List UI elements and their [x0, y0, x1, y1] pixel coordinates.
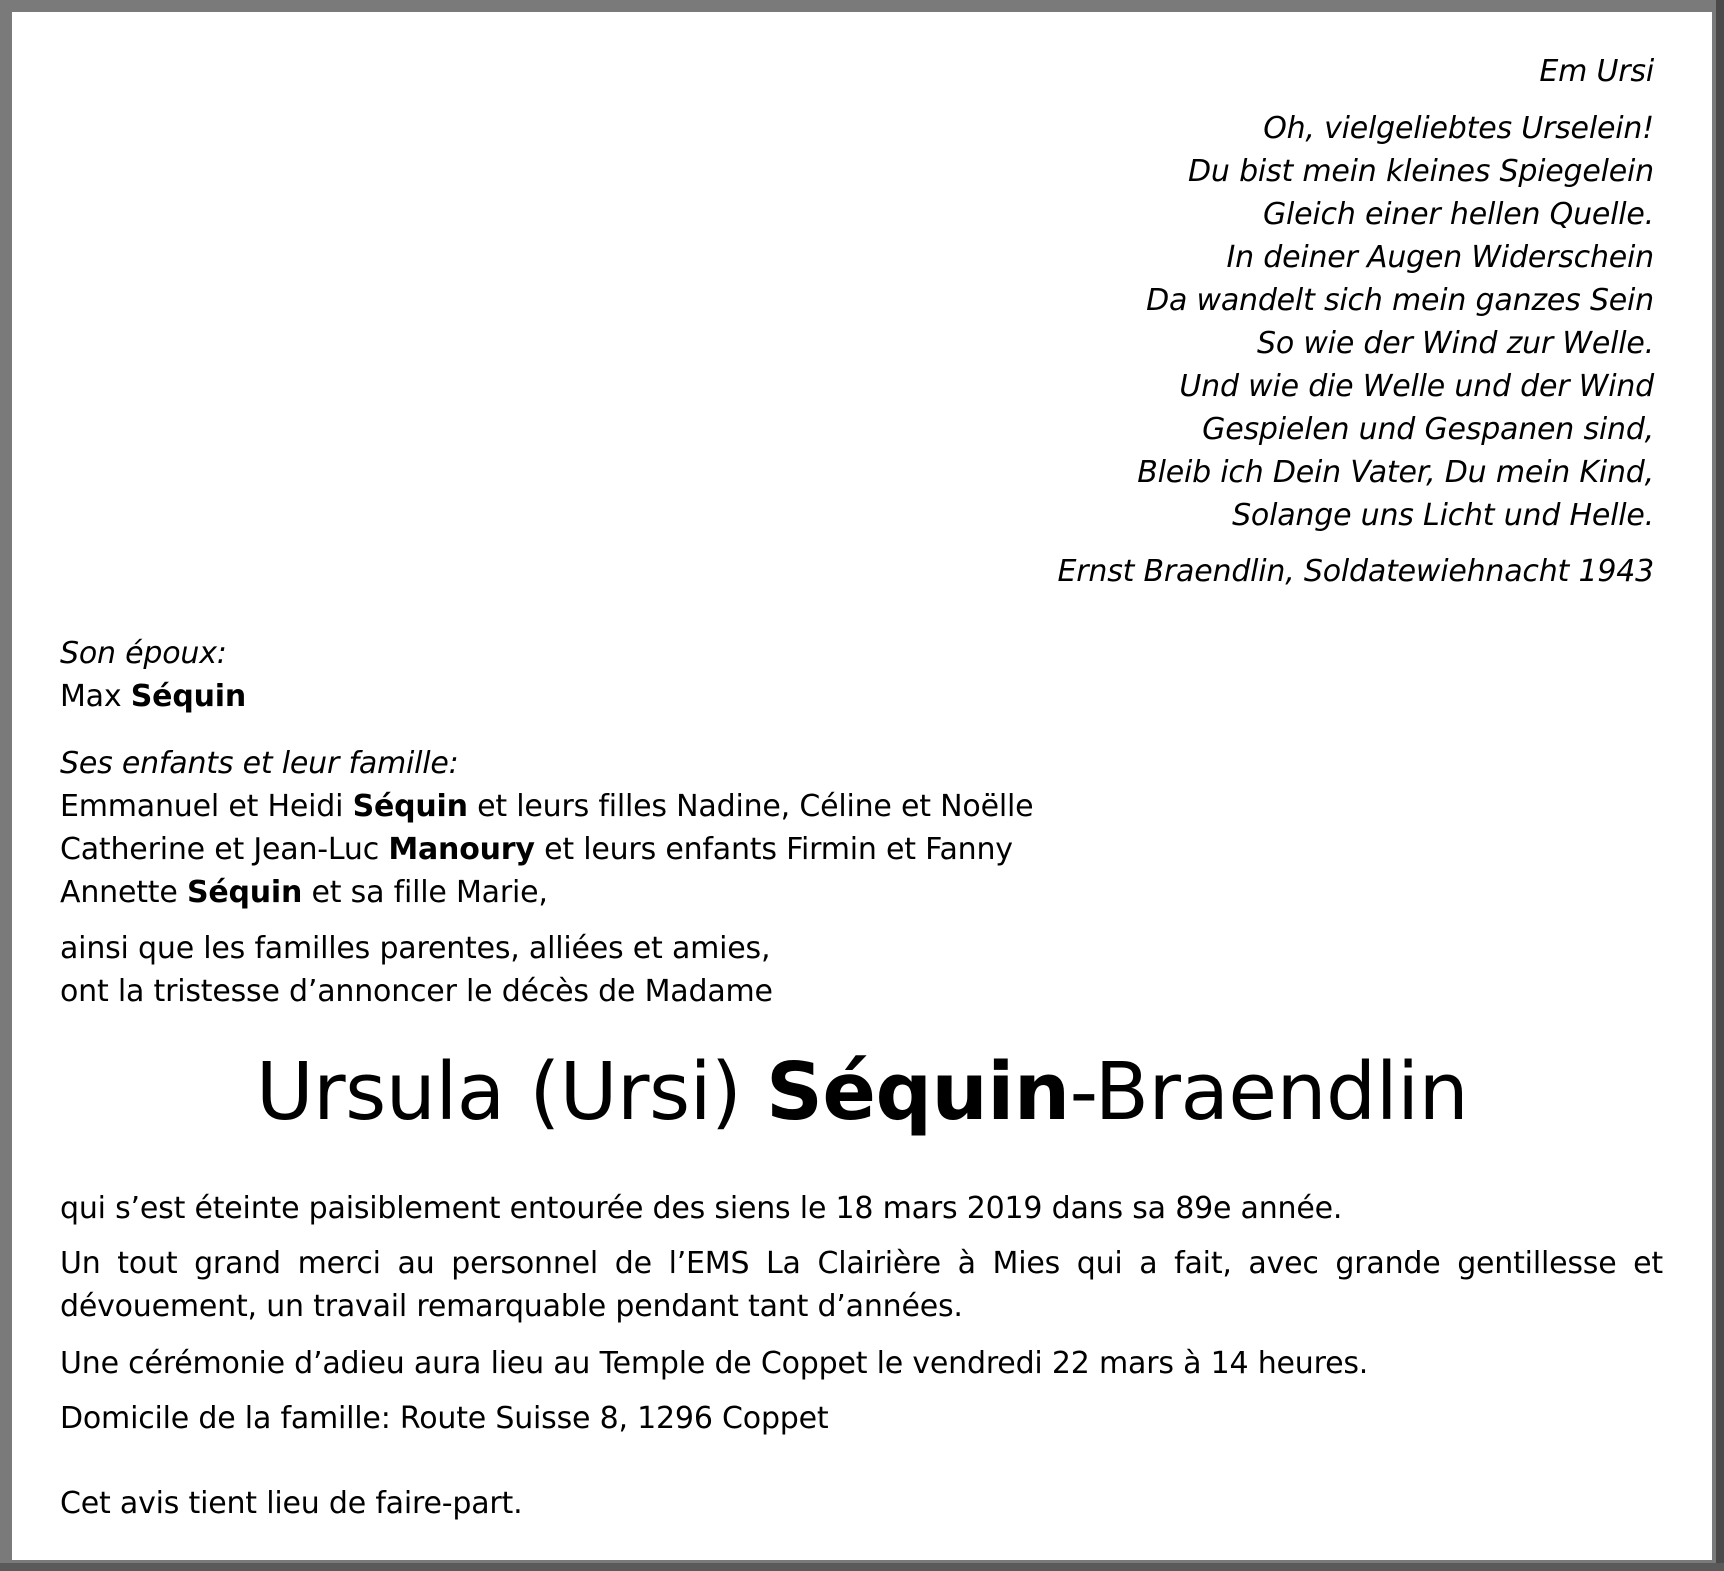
- spouse-name: [60, 675, 246, 718]
- deceased-first-name: Ursula (Ursi): [255, 1046, 766, 1138]
- children-section: [60, 742, 1033, 914]
- child-family-line: [60, 828, 1033, 871]
- poem-title: Em Ursi: [1539, 54, 1654, 89]
- child-names: Annette: [60, 875, 187, 910]
- obituary-page: [12, 12, 1712, 1560]
- ceremony-text: Une cérémonie d’adieu aura lieu au Temple de Coppet le vendredi 22 mars à 14 heures.: [60, 1346, 1369, 1381]
- poem-line: Und wie die Welle und der Wind: [1179, 369, 1654, 404]
- poem-line: Gleich einer hellen Quelle.: [1262, 197, 1654, 232]
- deceased-maiden-name: -Braendlin: [1069, 1046, 1469, 1138]
- child-family-line: [60, 785, 1033, 828]
- families-section: [60, 927, 773, 1013]
- child-surname: Manoury: [388, 832, 535, 867]
- frame-border-bottom: [0, 1563, 1724, 1571]
- poem-author: Ernst Braendlin, Soldatewiehnacht 1943: [1057, 554, 1654, 589]
- poem-line: Solange uns Licht und Helle.: [1232, 498, 1654, 533]
- child-surname: Séquin: [186, 875, 303, 910]
- children-label: Ses enfants et leur famille:: [60, 746, 459, 781]
- poem-line: Oh, vielgeliebtes Urselein!: [1263, 111, 1654, 146]
- poem-line: Da wandelt sich mein ganzes Sein: [1146, 283, 1654, 318]
- announcement-line: ont la tristesse d’annoncer le décès de Madame: [60, 974, 773, 1009]
- poem-block: [1058, 50, 1654, 593]
- poem-line: In deiner Augen Widerschein: [1226, 240, 1654, 275]
- child-descendants: et sa fille Marie,: [302, 875, 548, 910]
- child-family-line: [60, 871, 1033, 914]
- child-descendants: et leurs filles Nadine, Céline et Noëlle: [467, 789, 1034, 824]
- spouse-first-name: Max: [60, 679, 131, 714]
- thanks-text: Un tout grand merci au personnel de l’EMS La Clairière à Mies qui a fait, avec grande gentillesse et dévouement, un travail remarquable pendant tant d’années.: [60, 1246, 1663, 1324]
- poem-line: Du bist mein kleines Spiegelein: [1188, 154, 1654, 189]
- deceased-surname: Séquin: [766, 1046, 1070, 1138]
- child-names: Catherine et Jean-Luc: [60, 832, 389, 867]
- spouse-last-name: Séquin: [130, 679, 246, 714]
- poem-line: Gespielen und Gespanen sind,: [1202, 412, 1654, 447]
- deceased-name: [12, 1042, 1712, 1142]
- families-line: ainsi que les familles parentes, alliées et amies,: [60, 931, 771, 966]
- spouse-section: [60, 632, 246, 718]
- child-surname: Séquin: [352, 789, 468, 824]
- poem-line: Bleib ich Dein Vater, Du mein Kind,: [1137, 455, 1654, 490]
- passing-text: qui s’est éteinte paisiblement entourée des siens le 18 mars 2019 dans sa 89e année.: [60, 1191, 1343, 1226]
- notice-text: Cet avis tient lieu de faire-part.: [60, 1486, 523, 1521]
- poem-line: So wie der Wind zur Welle.: [1257, 326, 1654, 361]
- frame-border-right: [1716, 0, 1724, 1571]
- domicile-text: Domicile de la famille: Route Suisse 8, 1296 Coppet: [60, 1401, 829, 1436]
- child-descendants: et leurs enfants Firmin et Fanny: [534, 832, 1013, 867]
- spouse-label: Son époux:: [60, 636, 227, 671]
- child-names: Emmanuel et Heidi: [60, 789, 353, 824]
